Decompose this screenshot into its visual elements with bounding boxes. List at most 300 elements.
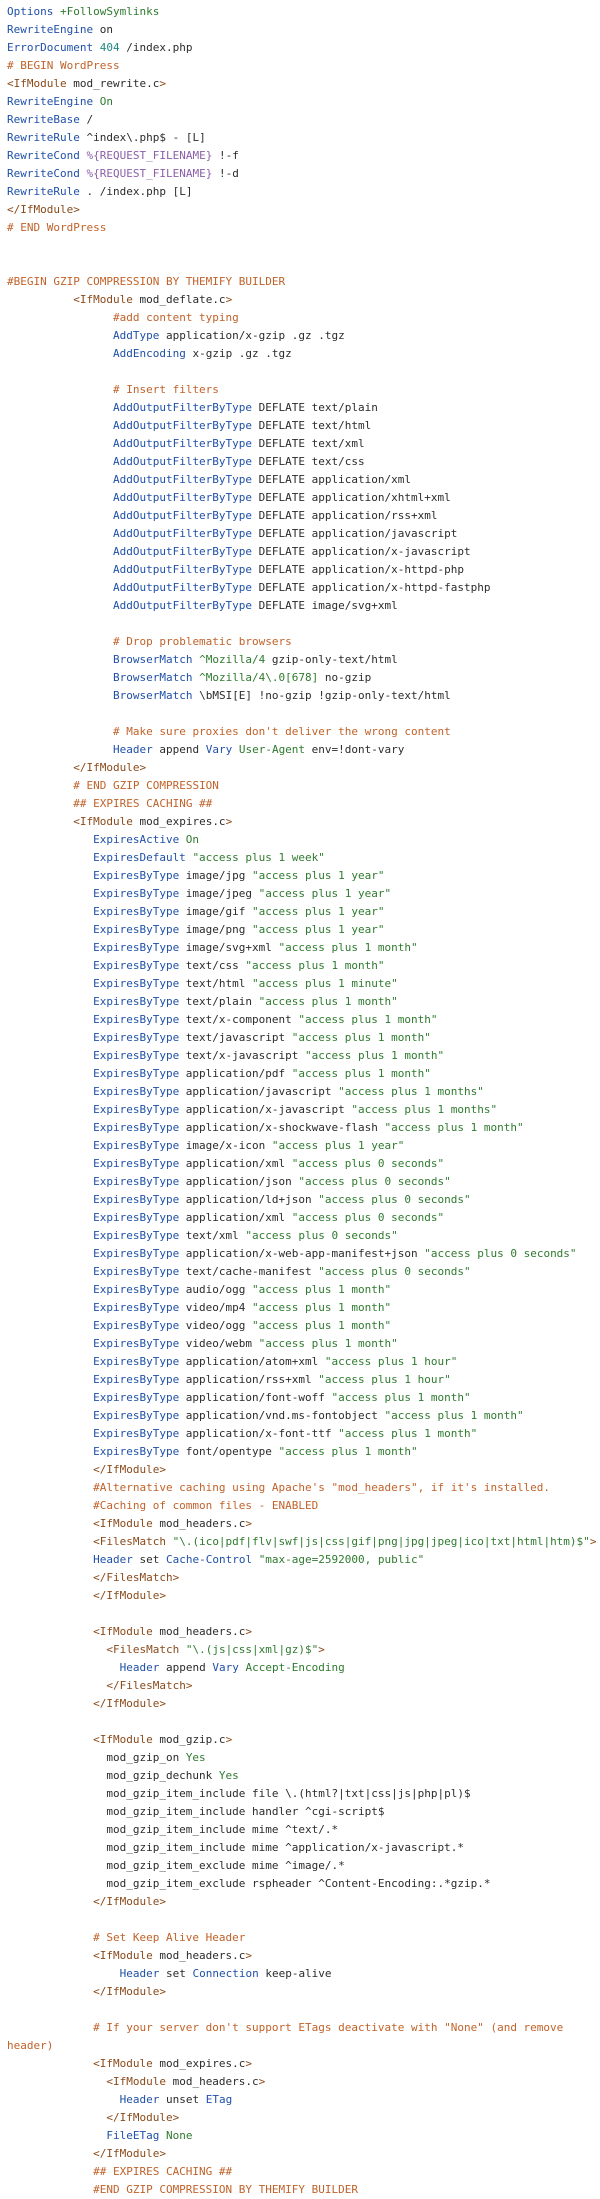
text-token: /index.php: [119, 41, 193, 54]
code-line: [7, 219, 593, 237]
directive-token: Header: [93, 1553, 133, 1566]
variable-token: %{REQUEST_FILENAME}: [86, 167, 213, 180]
code-line: [7, 1677, 593, 1695]
text-token: [7, 1229, 93, 1242]
tag-token: <IfModule: [93, 1517, 153, 1530]
code-line: [7, 975, 593, 993]
code-line: [7, 1443, 593, 1461]
text-token: append: [152, 743, 206, 756]
text-token: [7, 1445, 93, 1458]
text-token: [7, 2075, 106, 2088]
text-token: mod_gzip_item_include mime ^text/.*: [7, 1823, 339, 1836]
text-token: video/webm: [179, 1337, 259, 1350]
directive-token: RewriteEngine: [7, 95, 94, 108]
code-line: [7, 183, 593, 201]
text-token: [7, 869, 93, 882]
tag-token: <IfModule: [93, 1625, 153, 1638]
text-token: mod_gzip.c: [152, 1733, 226, 1746]
directive-token: AddOutputFilterByType: [112, 545, 253, 558]
string-token: "\.(ico|pdf|flv|swf|js|css|gif|png|jpg|jpeg|ico|txt|html|htm)$": [172, 1535, 590, 1548]
directive-token: RewriteCond: [7, 167, 80, 180]
text-token: [7, 743, 113, 756]
code-line: [7, 795, 593, 813]
text-token: mod_gzip_item_exclude rspheader ^Content-Encoding:.*gzip.*: [7, 1877, 491, 1890]
code-line: [7, 2145, 593, 2163]
directive-token: ExpiresByType: [93, 1427, 180, 1440]
code-line: [7, 525, 593, 543]
text-token: [7, 1517, 93, 1530]
tag-token: </FilesMatch>: [106, 1679, 193, 1692]
string-token: "access plus 1 month": [384, 1121, 524, 1134]
code-line: [7, 2091, 593, 2109]
code-line: [7, 2127, 593, 2145]
text-token: audio/ogg: [179, 1283, 253, 1296]
text-token: [7, 1193, 93, 1206]
string-token: "access plus 0 seconds": [291, 1157, 445, 1170]
tag-token: </IfModule>: [73, 761, 147, 774]
text-token: [7, 329, 113, 342]
tag-token: >: [245, 1625, 253, 1638]
text-token: mod_gzip_item_include file \.(html?|txt|css|js|php|pl)$: [7, 1787, 471, 1800]
directive-token: AddEncoding: [112, 347, 186, 360]
code-line: [7, 831, 593, 849]
text-token: [7, 2021, 93, 2034]
directive-token: ExpiresByType: [93, 1121, 180, 1134]
string-token: "access plus 0 seconds": [245, 1229, 398, 1242]
text-token: [252, 1553, 259, 1566]
tag-token: >: [245, 2057, 253, 2070]
text-token: [7, 1535, 93, 1548]
text-token: [7, 1103, 93, 1116]
text-token: image/x-icon: [179, 1139, 272, 1152]
number-token: 404: [99, 41, 120, 54]
text-token: application/vnd.ms-fontobject: [179, 1409, 385, 1422]
text-token: [7, 1139, 93, 1152]
tag-token: <FilesMatch: [93, 1535, 166, 1548]
text-token: [7, 545, 113, 558]
tag-token: </IfModule>: [106, 2111, 180, 2124]
code-line: [7, 687, 593, 705]
code-line: [7, 255, 593, 273]
text-token: video/mp4: [179, 1301, 253, 1314]
code-line: [7, 39, 593, 57]
code-line: [7, 921, 593, 939]
string-token: "access plus 1 month": [252, 1301, 392, 1314]
text-token: [7, 1013, 93, 1026]
text-token: [7, 1301, 93, 1314]
string-token: "access plus 1 hour": [318, 1373, 451, 1386]
string-token: "access plus 1 month": [252, 1319, 392, 1332]
code-line: [7, 1281, 593, 1299]
comment-token: # BEGIN WordPress: [7, 59, 120, 72]
code-line: [7, 2181, 593, 2199]
text-token: mod_gzip_item_exclude mime ^image/.*: [7, 1859, 345, 1872]
directive-token: Vary: [212, 1661, 239, 1674]
code-line: [7, 957, 593, 975]
tag-token: >: [225, 293, 233, 306]
text-token: DEFLATE application/xml: [252, 473, 411, 486]
code-line: [7, 1191, 593, 1209]
tag-token: <IfModule: [93, 1733, 153, 1746]
code-line: [7, 1803, 593, 1821]
code-line: [7, 561, 593, 579]
code-line: [7, 1137, 593, 1155]
code-line: [7, 2055, 593, 2073]
comment-token: #add content typing: [112, 311, 239, 324]
code-line: [7, 507, 593, 525]
directive-token: ExpiresByType: [93, 1337, 180, 1350]
text-token: application/atom+xml: [179, 1355, 325, 1368]
string-token: +FollowSymlinks: [53, 5, 160, 18]
code-line: [7, 705, 593, 723]
code-line: [7, 273, 593, 291]
code-line: [7, 327, 593, 345]
directive-token: ETag: [205, 2093, 233, 2106]
code-line: [7, 1065, 593, 1083]
string-token: "access plus 1 year": [252, 905, 385, 918]
code-line: [7, 579, 593, 597]
string-token: "access plus 1 month": [245, 959, 385, 972]
directive-token: AddOutputFilterByType: [112, 563, 253, 576]
code-line: [7, 2019, 593, 2037]
code-line: [7, 2073, 593, 2091]
code-line: [7, 1767, 593, 1785]
code-line: [7, 1821, 593, 1839]
code-line: [7, 1011, 593, 1029]
text-token: [7, 905, 93, 918]
text-token: video/ogg: [179, 1319, 253, 1332]
directive-token: ExpiresByType: [93, 1031, 180, 1044]
code-line: [7, 1227, 593, 1245]
text-token: image/jpeg: [179, 887, 259, 900]
text-token: [7, 1409, 93, 1422]
code-line: [7, 1209, 593, 1227]
text-token: [7, 851, 93, 864]
directive-token: ExpiresActive: [93, 833, 180, 846]
text-token: [7, 1697, 93, 1710]
code-line: [7, 291, 593, 309]
tag-token: <IfModule: [7, 77, 67, 90]
text-token: text/plain: [179, 995, 259, 1008]
text-token: \bMSI[E] !no-gzip !gzip-only-text/html: [192, 689, 451, 702]
text-token: mod_headers.c: [152, 1949, 246, 1962]
code-line: [7, 471, 593, 489]
string-token: Yes: [185, 1751, 206, 1764]
text-token: [7, 1949, 93, 1962]
comment-token: # Make sure proxies don't deliver the wrong content: [112, 725, 451, 738]
code-line: [7, 1479, 593, 1497]
text-token: [7, 581, 113, 594]
code-line: [7, 2163, 593, 2181]
text-token: ^index\.php$ - [L]: [79, 131, 206, 144]
code-line: [7, 939, 593, 957]
directive-token: AddOutputFilterByType: [112, 491, 253, 504]
string-token: "access plus 0 seconds": [424, 1247, 577, 1260]
text-token: DEFLATE text/css: [252, 455, 365, 468]
string-token: Yes: [218, 1769, 239, 1782]
text-token: [7, 941, 93, 954]
text-token: [7, 401, 113, 414]
text-token: [7, 491, 113, 504]
text-token: application/x-shockwave-flash: [179, 1121, 385, 1134]
text-token: mod_expires.c: [152, 2057, 246, 2070]
text-token: DEFLATE text/html: [252, 419, 372, 432]
code-line: [7, 417, 593, 435]
string-token: "access plus 1 year": [271, 1139, 405, 1152]
code-line: [7, 1317, 593, 1335]
text-token: application/rss+xml: [179, 1373, 319, 1386]
code-line: [7, 1497, 593, 1515]
code-line: [7, 741, 593, 759]
code-line: [7, 1569, 593, 1587]
text-token: [7, 1427, 93, 1440]
tag-token: >: [258, 2075, 266, 2088]
text-token: [7, 1571, 93, 1584]
text-token: [7, 1499, 93, 1512]
code-line: [7, 633, 593, 651]
code-line: [7, 1983, 593, 2001]
text-token: mod_expires.c: [132, 815, 226, 828]
text-token: DEFLATE application/javascript: [252, 527, 458, 540]
string-token: Accept-Encoding: [245, 1661, 345, 1674]
code-line: [7, 2109, 593, 2127]
text-token: gzip-only-text/html: [265, 653, 398, 666]
directive-token: AddOutputFilterByType: [112, 599, 253, 612]
comment-token: ## EXPIRES CACHING ##: [73, 797, 213, 810]
code-line: [7, 1353, 593, 1371]
directive-token: ExpiresByType: [93, 1445, 180, 1458]
code-line: [7, 903, 593, 921]
text-token: mod_headers.c: [165, 2075, 259, 2088]
code-line: [7, 1425, 593, 1443]
text-token: [7, 563, 113, 576]
text-token: [7, 455, 113, 468]
tag-token: </IfModule>: [93, 2147, 166, 2160]
text-token: [7, 779, 73, 792]
text-token: mod_gzip_dechunk: [7, 1769, 219, 1782]
text-token: on: [93, 23, 113, 36]
directive-token: FileETag: [106, 2129, 160, 2142]
code-line: [7, 399, 593, 417]
tag-token: </FilesMatch>: [93, 1571, 180, 1584]
string-token: "access plus 1 month": [331, 1391, 471, 1404]
code-line: [7, 111, 593, 129]
text-token: [7, 2147, 93, 2160]
text-token: !-d: [212, 167, 239, 180]
text-token: application/x-font-ttf: [179, 1427, 339, 1440]
text-token: /: [79, 113, 94, 126]
text-token: application/xml: [179, 1211, 292, 1224]
code-line: [7, 1533, 597, 1551]
directive-token: BrowserMatch: [112, 671, 193, 684]
code-line: [7, 237, 593, 255]
code-line: [7, 1389, 593, 1407]
text-token: application/x-gzip .gz .tgz: [159, 329, 345, 342]
text-token: [7, 1463, 93, 1476]
code-line: [7, 1119, 593, 1137]
directive-token: AddOutputFilterByType: [112, 527, 253, 540]
directive-token: Connection: [192, 1967, 259, 1980]
text-token: [7, 1337, 93, 1350]
text-token: [7, 311, 113, 324]
text-token: DEFLATE text/plain: [252, 401, 378, 414]
directive-token: Vary: [205, 743, 233, 756]
directive-token: AddOutputFilterByType: [112, 419, 253, 432]
code-line: [7, 21, 593, 39]
string-token: "access plus 1 month": [291, 1067, 431, 1080]
directive-token: Header: [119, 1661, 160, 1674]
tag-token: <FilesMatch: [106, 1643, 180, 1656]
text-token: mod_gzip_item_include handler ^cgi-script$: [7, 1805, 385, 1818]
code-line: [7, 1515, 593, 1533]
code-line: [7, 1335, 593, 1353]
string-token: "access plus 1 month": [338, 1427, 478, 1440]
code-line: [7, 1407, 593, 1425]
code-line: [7, 147, 593, 165]
string-token: ^Mozilla/4: [199, 653, 266, 666]
directive-token: AddOutputFilterByType: [112, 437, 253, 450]
directive-token: ExpiresByType: [93, 1139, 180, 1152]
text-token: [7, 1985, 93, 1998]
text-token: [7, 1481, 93, 1494]
string-token: "access plus 1 week": [192, 851, 325, 864]
code-line: [7, 1965, 593, 1983]
comment-token: #END GZIP COMPRESSION BY THEMIFY BUILDER: [93, 2183, 358, 2196]
text-token: DEFLATE application/xhtml+xml: [252, 491, 451, 504]
text-token: [7, 2057, 93, 2070]
code-line: [7, 1857, 593, 1875]
string-token: "access plus 1 months": [338, 1085, 484, 1098]
string-token: "access plus 1 month": [278, 1445, 418, 1458]
directive-token: RewriteRule: [7, 131, 80, 144]
text-token: text/cache-manifest: [179, 1265, 319, 1278]
text-token: application/pdf: [179, 1067, 292, 1080]
code-line: [7, 1623, 593, 1641]
code-line: [7, 597, 593, 615]
directive-token: ExpiresByType: [93, 959, 180, 972]
text-token: [7, 1895, 93, 1908]
code-line: [7, 1461, 593, 1479]
string-token: "access plus 1 month": [305, 1049, 445, 1062]
directive-token: ExpiresByType: [93, 1229, 180, 1242]
directive-token: ExpiresByType: [93, 1409, 180, 1422]
string-token: "access plus 1 month": [291, 1031, 431, 1044]
text-token: [7, 473, 113, 486]
directive-token: ExpiresByType: [93, 905, 180, 918]
directive-token: ExpiresByType: [93, 1067, 180, 1080]
directive-token: RewriteEngine: [7, 23, 94, 36]
string-token: "access plus 0 seconds": [298, 1175, 451, 1188]
string-token: "access plus 1 year": [252, 869, 385, 882]
text-token: [7, 815, 73, 828]
text-token: application/x-javascript: [179, 1103, 352, 1116]
directive-token: Options: [7, 5, 54, 18]
tag-token: </IfModule>: [93, 1463, 166, 1476]
directive-token: ExpiresByType: [93, 1319, 180, 1332]
code-line: [7, 1551, 593, 1569]
directive-token: ExpiresByType: [93, 1391, 180, 1404]
text-token: [7, 1283, 93, 1296]
text-token: text/html: [179, 977, 253, 990]
string-token: User-Agent: [238, 743, 306, 756]
string-token: "access plus 1 year": [252, 923, 385, 936]
directive-token: Header: [112, 743, 153, 756]
directive-token: AddOutputFilterByType: [112, 455, 253, 468]
text-token: image/svg+xml: [179, 941, 279, 954]
tag-token: >: [245, 1517, 253, 1530]
text-token: [7, 1247, 93, 1260]
text-token: [7, 2111, 106, 2124]
text-token: [7, 833, 93, 846]
text-token: . /index.php [L]: [79, 185, 193, 198]
text-token: [7, 1661, 120, 1674]
code-line: [7, 993, 593, 1011]
text-token: [7, 1157, 93, 1170]
text-token: [7, 653, 113, 666]
directive-token: RewriteRule: [7, 185, 80, 198]
text-token: [7, 1553, 93, 1566]
text-token: [7, 797, 73, 810]
directive-token: ExpiresByType: [93, 941, 180, 954]
string-token: "access plus 1 minute": [252, 977, 398, 990]
directive-token: ExpiresByType: [93, 1013, 180, 1026]
comment-token: ## EXPIRES CACHING ##: [93, 2165, 233, 2178]
tag-token: <IfModule: [73, 815, 133, 828]
code-line: [7, 435, 593, 453]
text-token: unset: [159, 2093, 206, 2106]
text-token: [7, 1085, 93, 1098]
text-token: mod_rewrite.c: [66, 77, 160, 90]
text-token: [7, 437, 113, 450]
text-token: DEFLATE application/x-httpd-fastphp: [252, 581, 491, 594]
directive-token: ErrorDocument: [7, 41, 94, 54]
tag-token: >: [159, 77, 166, 90]
text-token: mod_headers.c: [152, 1517, 246, 1530]
code-line: [7, 129, 593, 147]
string-token: ^Mozilla/4\.0[678]: [199, 671, 319, 684]
tag-token: </IfModule>: [93, 1589, 166, 1602]
directive-token: RewriteCond: [7, 149, 80, 162]
code-line: [7, 1749, 593, 1767]
code-line: [7, 615, 593, 633]
string-token: On: [179, 833, 200, 846]
directive-token: ExpiresByType: [93, 1373, 180, 1386]
tag-token: <IfModule: [106, 2075, 166, 2088]
string-token: "access plus 0 seconds": [318, 1265, 471, 1278]
string-token: "access plus 0 seconds": [291, 1211, 445, 1224]
text-token: text/javascript: [179, 1031, 292, 1044]
code-line: [7, 1731, 593, 1749]
string-token: "access plus 1 month": [258, 995, 398, 1008]
text-token: [166, 1535, 173, 1548]
tag-token: >: [318, 1643, 325, 1656]
text-token: [7, 1373, 93, 1386]
code-line: [7, 1785, 593, 1803]
string-token: None: [159, 2129, 193, 2142]
code-line: [7, 1083, 593, 1101]
directive-token: Header: [119, 1967, 160, 1980]
string-token: "access plus 1 month": [258, 1337, 398, 1350]
text-token: [7, 995, 93, 1008]
string-token: "access plus 0 seconds": [318, 1193, 471, 1206]
text-token: mod_gzip_on: [7, 1751, 186, 1764]
directive-token: ExpiresByType: [93, 1193, 180, 1206]
code-line: [7, 759, 593, 777]
text-token: image/jpg: [179, 869, 253, 882]
string-token: "access plus 1 month": [252, 1283, 392, 1296]
text-token: [7, 1931, 93, 1944]
code-line: [7, 75, 593, 93]
